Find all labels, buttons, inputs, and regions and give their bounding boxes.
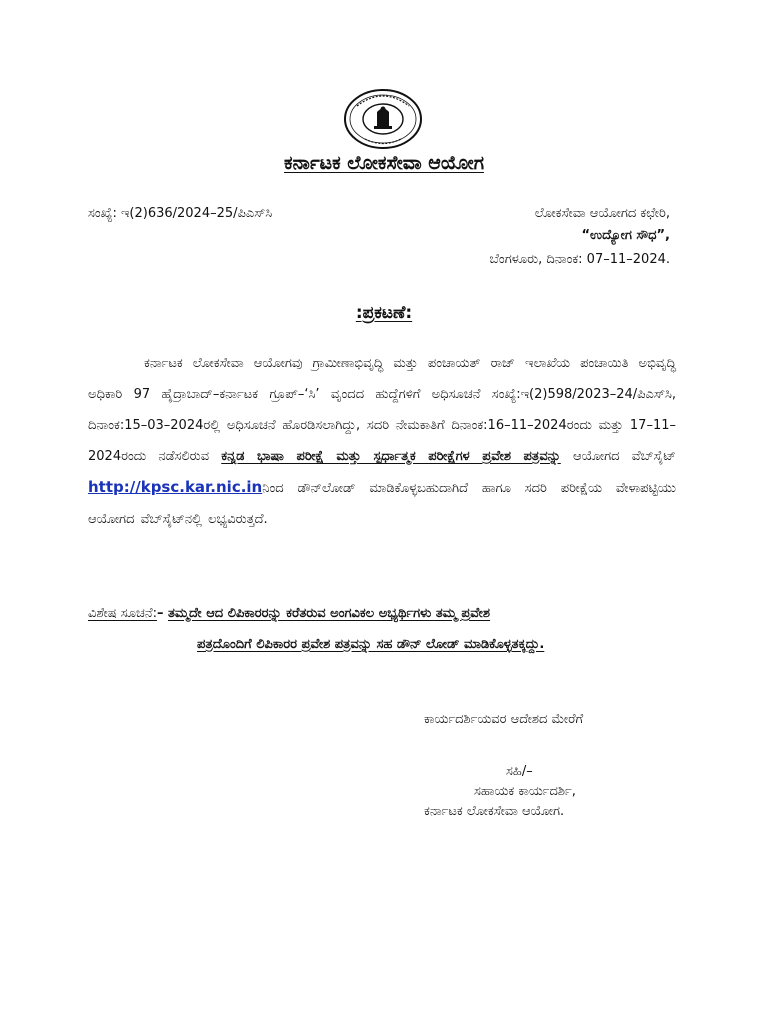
notice-body	[88, 348, 676, 535]
signature-organization: ಕರ್ನಾಟಕ ಲೋಕಸೇವಾ ಆಯೋಗ.	[424, 804, 565, 819]
notice-body-part3: ನಿಂದ ಡೌನ್‌ಲೋಡ್ ಮಾಡಿಕೊಳ್ಳಬಹುದಾಗಿದೆ ಹಾಗೂ ಸದರಿ ಪರೀಕ್ಷೆಯ ವೇಳಾಪಟ್ಟಿಯು ಆಯೋಗದ ವೆಬ್‌ಸೈಟ್‌ನಲ್ಲಿ ಲಭ್ಯವಿರುತ್ತದೆ.	[88, 481, 676, 527]
kpsc-seal-emblem	[343, 88, 423, 150]
special-note: ವಿಶೇಷ ಸೂಚನೆ:– ತಮ್ಮದೇ ಆದ ಲಿಪಿಕಾರರನ್ನು ಕರೆತರುವ ಅಂಗವಿಕಲ ಅಭ್ಯರ್ಥಿಗಳು ತಮ್ಮ ಪ್ರವೇಶ ಪತ್ರದೊಂದಿಗೆ ಲಿಪಿಕಾರರ ಪ್ರವೇಶ ಪತ್ರವನ್ನು ಸಹ ಡೌನ್ ಲೋಡ್ ಮಾಡಿಕೊಳ್ಳತಕ್ಕದ್ದು.	[88, 598, 688, 660]
reference-number: ಸಂಖ್ಯೆ: ಇ(2)636/2024–25/ಪಿಎಸ್‌ಸಿ	[88, 206, 273, 221]
notice-body-emphasis: ಕನ್ನಡ ಭಾಷಾ ಪರೀಕ್ಷೆ ಮತ್ತು ಸ್ಪರ್ಧಾತ್ಮಕ ಪರೀಕ್ಷೆಗಳ ಪ್ರವೇಶ ಪತ್ರವನ್ನು	[221, 449, 561, 464]
kpsc-website-link[interactable]: http://kpsc.kar.nic.in	[88, 478, 263, 496]
signature-designation: ಸಹಾಯಕ ಕಾರ್ಯದರ್ಶಿ,	[474, 784, 576, 799]
organization-title: ಕರ್ನಾಟಕ ಲೋಕಸೇವಾ ಆಯೋಗ	[284, 152, 484, 174]
address-line-building: “ಉದ್ಯೋಗ ಸೌಧ”,	[581, 228, 670, 243]
notice-body-part1: ಕರ್ನಾಟಕ ಲೋಕಸೇವಾ ಆಯೋಗವು ಗ್ರಾಮೀಣಾಭಿವೃದ್ಧಿ ಮತ್ತು ಪಂಚಾಯತ್ ರಾಜ್ ಇಲಾಖೆಯ ಪಂಚಾಯಿತಿ ಅಭಿವೃದ್ಧಿ ಅಧಿಕಾರಿ 97 ಹೈದ್ರಾಬಾದ್–ಕರ್ನಾಟಕ ಗ್ರೂಪ್–‘ಸಿ’ ವೃಂದದ ಹುದ್ದೆಗಳಿಗೆ ಅಧಿಸೂಚನೆ ಸಂಖ್ಯೆ:ಇ(2)598/2023–24/ಪಿಎಸ್‌ಸಿ, ದಿನಾಂಕ:15–03–2024ರಲ್ಲಿ ಅಧಿಸೂಚನೆ ಹೊರಡಿಸಲಾಗಿದ್ದು, ಸದರಿ ನೇಮಕಾತಿಗೆ ದಿನಾಂಕ:16–11–2024ರಂದು ಮತ್ತು 17–11–2024ರಂದು ನಡೆಸಲಿರುವ	[88, 356, 676, 464]
secretary-order-line: ಕಾರ್ಯದರ್ಶಿಯವರ ಆದೇಶದ ಮೇರೆಗೆ	[424, 712, 584, 727]
notice-heading: :ಪ್ರಕಟಣೆ:	[355, 303, 413, 323]
address-line-office: ಲೋಕಸೇವಾ ಆಯೋಗದ ಕಛೇರಿ,	[534, 206, 670, 221]
special-note-line2: ಪತ್ರದೊಂದಿಗೆ ಲಿಪಿಕಾರರ ಪ್ರವೇಶ ಪತ್ರವನ್ನು ಸಹ ಡೌನ್ ಲೋಡ್ ಮಾಡಿಕೊಳ್ಳತಕ್ಕದ್ದು.	[197, 637, 545, 652]
special-note-label: ವಿಶೇಷ ಸೂಚನೆ:	[88, 606, 157, 621]
notice-body-part2: ಆಯೋಗದ ವೆಬ್‌ಸೈಟ್	[560, 449, 677, 464]
address-line-date: ಬೆಂಗಳೂರು, ದಿನಾಂಕ: 07–11–2024.	[489, 252, 670, 267]
seal-icon	[343, 88, 423, 150]
special-note-line1: ತಮ್ಮದೇ ಆದ ಲಿಪಿಕಾರರನ್ನು ಕರೆತರುವ ಅಂಗವಿಕಲ ಅಭ್ಯರ್ಥಿಗಳು ತಮ್ಮ ಪ್ರವೇಶ	[167, 606, 491, 621]
signature-sign: ಸಹಿ/–	[506, 764, 533, 779]
